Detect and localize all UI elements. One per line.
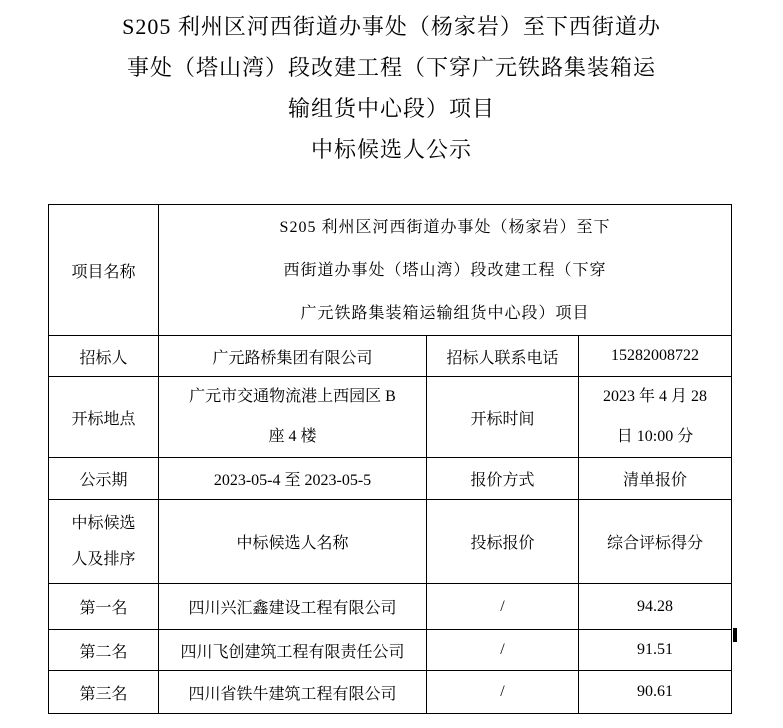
- title-line-3: 输组货中心段）项目: [287, 96, 495, 121]
- bidder-value: 广元路桥集团有限公司: [159, 336, 427, 377]
- bid-announcement-table: [48, 204, 732, 714]
- table-row-publicity: [49, 458, 732, 500]
- candidate-2-score: 91.51: [579, 630, 732, 671]
- candidate-1-bid: /: [427, 584, 579, 630]
- opening-location-label: 开标地点: [49, 377, 159, 458]
- project-name-line-3: 广元铁路集装箱运输组货中心段）项目: [300, 304, 590, 322]
- table-row-candidate-1: [49, 584, 732, 630]
- candidate-3-rank: 第三名: [49, 671, 159, 714]
- candidate-3-name: 四川省铁牛建筑工程有限公司: [159, 671, 427, 714]
- project-name-line-2: 西街道办事处（塔山湾）段改建工程（下穿: [283, 261, 607, 279]
- title-line-2: 事处（塔山湾）段改建工程（下穿广元铁路集装箱运: [126, 55, 656, 80]
- opening-time-line-2: 日 10:00 分: [616, 428, 694, 445]
- document-title: [0, 6, 783, 170]
- candidate-2-rank: 第二名: [49, 630, 159, 671]
- project-name-line-1: S205 利州区河西街道办事处（杨家岩）至下: [279, 218, 611, 236]
- title-line-1: S205 利州区河西街道办事处（杨家岩）至下西街道办: [122, 14, 661, 39]
- opening-time-value: [579, 377, 732, 458]
- announcement-table-wrap: [48, 204, 732, 714]
- text-cursor: [733, 628, 737, 642]
- candidate-1-name: 四川兴汇鑫建设工程有限公司: [159, 584, 427, 630]
- opening-time-label: 开标时间: [427, 377, 579, 458]
- candidates-score-column-header: 综合评标得分: [579, 500, 732, 584]
- publicity-label: 公示期: [49, 458, 159, 500]
- opening-location-line-2: 座 4 楼: [268, 428, 317, 445]
- opening-time-line-1: 2023 年 4 月 28: [602, 388, 707, 405]
- project-name-label: 项目名称: [49, 205, 159, 336]
- bidder-phone-value: 15282008722: [579, 336, 732, 377]
- candidate-1-rank: 第一名: [49, 584, 159, 630]
- bidder-phone-label: 招标人联系电话: [427, 336, 579, 377]
- quote-method-value: 清单报价: [579, 458, 732, 500]
- table-row-bidder: [49, 336, 732, 377]
- table-row-opening: [49, 377, 732, 458]
- candidate-2-name: 四川飞创建筑工程有限责任公司: [159, 630, 427, 671]
- publicity-value: 2023-05-4 至 2023-05-5: [159, 458, 427, 500]
- bidder-label: 招标人: [49, 336, 159, 377]
- opening-location-line-1: 广元市交通物流港上西园区 B: [189, 388, 396, 405]
- table-row-candidate-2: [49, 630, 732, 671]
- candidate-1-score: 94.28: [579, 584, 732, 630]
- project-name-value: [159, 205, 732, 336]
- title-line-4: 中标候选人公示: [310, 137, 472, 162]
- candidate-3-score: 90.61: [579, 671, 732, 714]
- opening-location-value: [159, 377, 427, 458]
- candidate-3-bid: /: [427, 671, 579, 714]
- candidates-rank-label-line-1: 中标候选: [71, 514, 136, 532]
- candidate-2-bid: /: [427, 630, 579, 671]
- candidates-rank-label: [49, 500, 159, 584]
- candidates-name-column-header: 中标候选人名称: [159, 500, 427, 584]
- table-row-candidates-header: [49, 500, 732, 584]
- table-row-candidate-3: [49, 671, 732, 714]
- candidates-rank-label-line-2: 人及排序: [71, 550, 136, 568]
- candidates-bid-column-header: 投标报价: [427, 500, 579, 584]
- quote-method-label: 报价方式: [427, 458, 579, 500]
- table-row-project: [49, 205, 732, 336]
